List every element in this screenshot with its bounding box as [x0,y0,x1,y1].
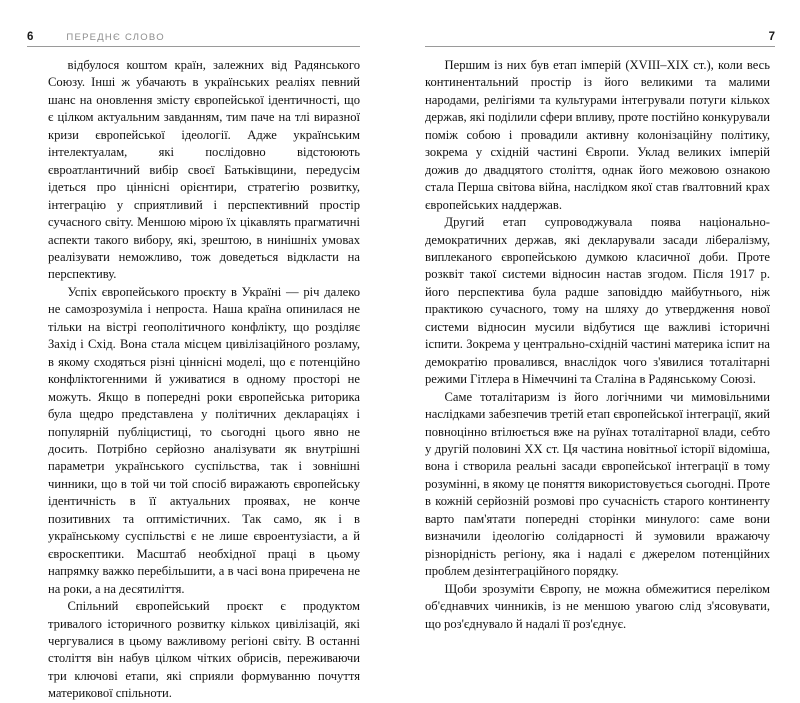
paragraph: Успіх європейського проєкту в Україні — річ далеко не самозрозуміла і непроста. Наша країна опинилася не тільки на вістрі геополітичного конфлікту, що розділяє Захід і Схід. Вона стала місцем цивілізаційного розламу, в якому сходяться різні ціннісні моделі, що є потенційно конфліктогенними й уживатися в одному просторі не можуть. Якщо в попередні роки європейська риторика була щедро представлена у політичних деклараціях і популярній публіцистиці, то сьогодні цього явно не досить. Потрібно серйозно аналізувати як внутрішні параметри українського суспільства, так і зовнішні чинники, що в той чи той спосіб виражають європейську ідентичність в її актуальних проявах, не конче позитивних та оптимістичних. Так само, як і в українському суспільстві є не лише євроентузіасти, а й євроскептики. Масштаб необхідної праці в цьому напрямку важко перебільшити, а в часі вона приречена не на роки, а на десятиліття. [48,284,360,596]
paragraph: Спільний європейський проєкт є продуктом тривалого історичного розвитку кількох цивілізацій, які чергувалися в цьому важливому регіоні світу. В останні століття він набув цілком чітких обрисів, переживаючи три ключові етапи, які сприяли формуванню почуття материкової спільноти. [48,599,360,701]
left-page [0,0,400,701]
header-divider [27,46,360,47]
paragraph: Другий етап супроводжувала поява національно-демократичних держав, які декларували засади лібералізму, виплеканого європейською думкою класичної доби. Проте розквіт такої системи відносин настав згодом. Після 1917 р. його перспектива була радше заповіддю майбутнього, ніж практикою сучасного, тому на шляху до утвердження нової системи відносин мусили відбутися ще важливі історичні іспити. Зокрема у центрально-східній частині материка іспит на демократію провалився, внаслідок чого з'явилися тоталітарні режими Гітлера в Німеччині та Сталіна в Радянському Союзі. [425,215,770,387]
header-divider [425,46,775,47]
page-number: 7 [768,31,775,44]
left-page-textblock [48,57,360,703]
right-page-textblock [425,57,770,633]
page-number: 6 [27,31,34,44]
paragraph: відбулося коштом країн, залежних від Радянського Союзу. Інші ж убачають в українських реаліях певний шанс на оновлення змісту європейської ідентичності, що є цілком актуальним завданням, тим паче на тлі виразної кризи європейської ідеології. Адже українським інтелектуалам, які послідовно відстоюють євроатлантичний вибір своєї Батьківщини, передусім ідеться про ціннісні орієнтири, стратегію розвитку, інтеграцію у сприятливий і перспективний простір сучасного світу. Меншою мірою їх цікавлять прагматичні аспекти такого вибору, які, зрештою, в нинішніх умовах реалізувати неможливо, тож доведеться відкласти на перспективу. [48,58,360,282]
paragraph: Саме тоталітаризм із його логічними чи мимовільними наслідками забезпечив третій етап європейської інтеграції, який повноцінно втілюється вже на руїнах тоталітарної влади, себто у другій половині XX ст. Ця частина новітньої історії відоміша, вона і створила реальні засади європейської інтеграції в тому розумінні, в якому це поняття використовується сьогодні. Проте в кожній серйозній розмові про сучасність старого континенту варто пам'ятати попередні сторінки минулого: саме вони визначили ідеологію солідарності й зумовили вражаючу різнорідність регіону, яка і надалі є джерелом потенційних проблем дезінтеграційного порядку. [425,389,770,579]
paragraph: Щоби зрозуміти Європу, не можна обмежитися переліком об'єднавчих чинників, із не меншою увагою слід з'ясовувати, що роз'єднувало й надалі її роз'єднує. [425,581,770,631]
paragraph: Першим із них був етап імперій (XVIII–XIX ст.), коли весь континентальний простір із його великими та малими народами, релігіями та культурами інтегрували потуги кількох держав, які поділили сфери впливу, проте постійно конкурували поміж собою і провадили активну колонізаційну політику, зокрема у східній частині Європи. Уклад великих імперій дожив до двадцятого століття, однак його межовою ознакою стала Перша світова війна, наслідком якої став ґвалтовний крах європейських наддержав. [425,58,770,212]
left-page-header [27,30,360,46]
running-head: ПЕРЕДНЄ СЛОВО [66,32,165,44]
right-page-header [425,30,775,46]
right-page [400,0,800,631]
